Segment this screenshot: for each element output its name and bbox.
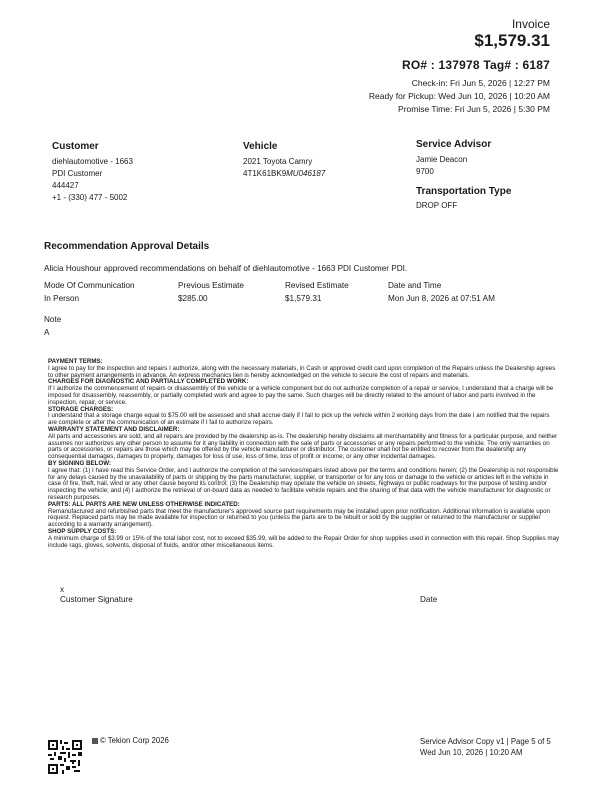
signing-heading: BY SIGNING BELOW: — [48, 459, 112, 467]
footer-date-line: Wed Jun 10, 2026 | 10:20 AM — [420, 748, 523, 757]
invoice-label: Invoice — [511, 17, 550, 31]
advisor-section — [416, 139, 511, 212]
advisor-heading: Service Advisor — [416, 139, 492, 150]
storage-heading: STORAGE CHARGES: — [48, 405, 114, 413]
parts-text: Remanufactured and refurbished parts that meet the manufacturer's approved source part requirements may be installed upon prior notification. Additional information is available upon request. Replaced parts may be made available for inspection or returned to you (unless the parts are to be rebuilt or sold by the supplier or returned to the manufacturer or supplier according to a warranty arrangement). — [48, 507, 550, 529]
customer-name: diehlautomotive - 1663 — [52, 157, 133, 166]
customer-id: 444427 — [52, 181, 79, 190]
terms-block — [48, 359, 560, 549]
customer-signature-label: Customer Signature — [60, 595, 133, 604]
copy-page-line: Service Advisor Copy v1 | Page 5 of 5 — [420, 737, 551, 746]
customer-name-2: PDI Customer — [52, 169, 103, 178]
signature-x-mark: x — [60, 585, 65, 594]
vehicle-section — [243, 141, 325, 180]
customer-heading: Customer — [52, 141, 99, 152]
signing-text: I agree that: (1) I have read this Service Order, and I authorize the completion of the services/repairs listed above per the terms and conditions herein; (2) the Dealership is not responsible for any delays caused by the unavailability of parts or shipping by the parts manufacturer, supplier, or transporter or for any loss or damage to the vehicle or articles left in the vehicle in case of fire, theft, hail, wind or any other cause beyond its control; (3) the Dealership may operate the vehicle on streets, highways or public roadways for the purpose of testing and/or inspecting the vehicle; and (4) I authorize the retrieval of on-board data as needed to facilitate vehicle repairs and the sharing of that data with the vehicle manufacturer for diagnostic or research purposes. — [48, 466, 559, 501]
promise-time: Promise Time: Fri Jun 5, 2026 | 5:30 PM — [398, 104, 550, 114]
date-label: Date — [420, 595, 438, 604]
qr-code-icon — [48, 740, 82, 774]
customer-phone: +1 - (330) 477 - 5002 — [52, 193, 128, 202]
tekion-logo-icon — [92, 738, 98, 744]
parts-heading: PARTS: ALL PARTS ARE NEW UNLESS OTHERWISE INDICATED: — [48, 500, 240, 508]
payment-terms-heading: PAYMENT TERMS: — [48, 358, 103, 365]
warranty-heading: WARRANTY STATEMENT AND DISCLAIMER: — [48, 425, 180, 433]
advisor-name: Jamie Deacon — [416, 155, 468, 164]
prev-estimate-label: Previous Estimate — [178, 281, 244, 290]
copyright-text: © Tekion Corp 2026 — [100, 736, 169, 745]
note-value: A — [44, 328, 50, 337]
customer-section — [52, 141, 133, 204]
copyright — [92, 736, 169, 745]
payment-terms-text: I agree to pay for the inspection and repairs I authorize, along with the necessary materials, in Cash or approved credit card upon completion of the Repairs unless the Dealership agrees to other payment arrangements in advance. An express mechanics lien is hereby acknowledged on the vehicle to secure the cost of repairs and materials. — [48, 364, 556, 379]
mode-value: In Person — [44, 294, 80, 303]
storage-text: I understand that a storage charge equal to $75.00 will be assessed and shall accrue daily if I fail to pick up the vehicle within 2 working days from the date I am notified that the repairs are complete or after the communication of an estimate if I fail to authorize repairs. — [48, 412, 550, 427]
vin-suffix: MU046187 — [286, 169, 326, 178]
shop-supply-heading: SHOP SUPPLY COSTS: — [48, 527, 117, 535]
vehicle-heading: Vehicle — [243, 141, 278, 152]
charges-text: If I authorize the commencement of repairs or disassembly of the vehicle or a vehicle component but do not authorize completion of a repair or service, I understand that a charge will be imposed for disassembly, reassembly, or partially completed work and agree to pay the same. Such charges will be directly related to the amount of labor and parts involved in the inspection, repair, or service. — [48, 385, 554, 406]
advisor-id: 9700 — [416, 167, 434, 176]
vehicle-vin — [243, 168, 325, 180]
warranty-text: All parts and accessories are sold, and all repairs are provided by the dealership as-is. The dealership hereby disclaims all merchantability and fitness for a particular purpose, and neither assumes nor authorizes any other person to assume for it any liability in connection with the sale of parts or accessories or any repairs performed to the vehicle. The only warranties on parts or accessories, or repairs are those which may be offered by the vehicle manufacturer or distributor. The customer shall not be entitled to recover from the dealership any consequential damages, damages to property, damages for loss of use, loss of time, loss of profit or income, or any other incidental damages. — [48, 432, 558, 461]
vehicle-model: 2021 Toyota Camry — [243, 157, 313, 166]
date-time-value: Mon Jun 8, 2026 at 07:51 AM — [388, 294, 495, 303]
transport-value: DROP OFF — [416, 201, 458, 210]
vin-prefix: 4T1K61BK9 — [243, 169, 287, 178]
date-time-label: Date and Time — [388, 281, 442, 290]
recommendation-heading: Recommendation Approval Details — [44, 241, 210, 252]
check-in-time: Check-in: Fri Jun 5, 2026 | 12:27 PM — [411, 78, 550, 88]
charges-heading: CHARGES FOR DIAGNOSTIC AND PARTIALLY COMPLETED WORK: — [48, 378, 249, 386]
mode-label: Mode Of Communication — [44, 281, 135, 290]
transport-heading: Transportation Type — [416, 186, 512, 197]
revised-estimate-label: Revised Estimate — [285, 281, 349, 290]
ro-tag-line: RO# : 137978 Tag# : 6187 — [402, 58, 550, 72]
recommendation-statement: Alicia Houshour approved recommendations on behalf of diehlautomotive - 1663 PDI Customer PDI. — [44, 264, 408, 273]
shop-supply-text: A minimum charge of $3.99 or 15% of the total labor cost, not to exceed $35.99, will be added to the Repair Order for shop supplies used in connection with this repair. Shop Supplies may include rags, gloves, solvents, disposal of fluids, and/or other miscellaneous items. — [48, 534, 560, 549]
revised-estimate-value: $1,579.31 — [285, 294, 322, 303]
invoice-amount: $1,579.31 — [474, 31, 550, 50]
ready-for-pickup-time: Ready for Pickup: Wed Jun 10, 2026 | 10:20 AM — [368, 91, 550, 101]
prev-estimate-value: $285.00 — [178, 294, 208, 303]
note-label: Note — [44, 315, 62, 324]
